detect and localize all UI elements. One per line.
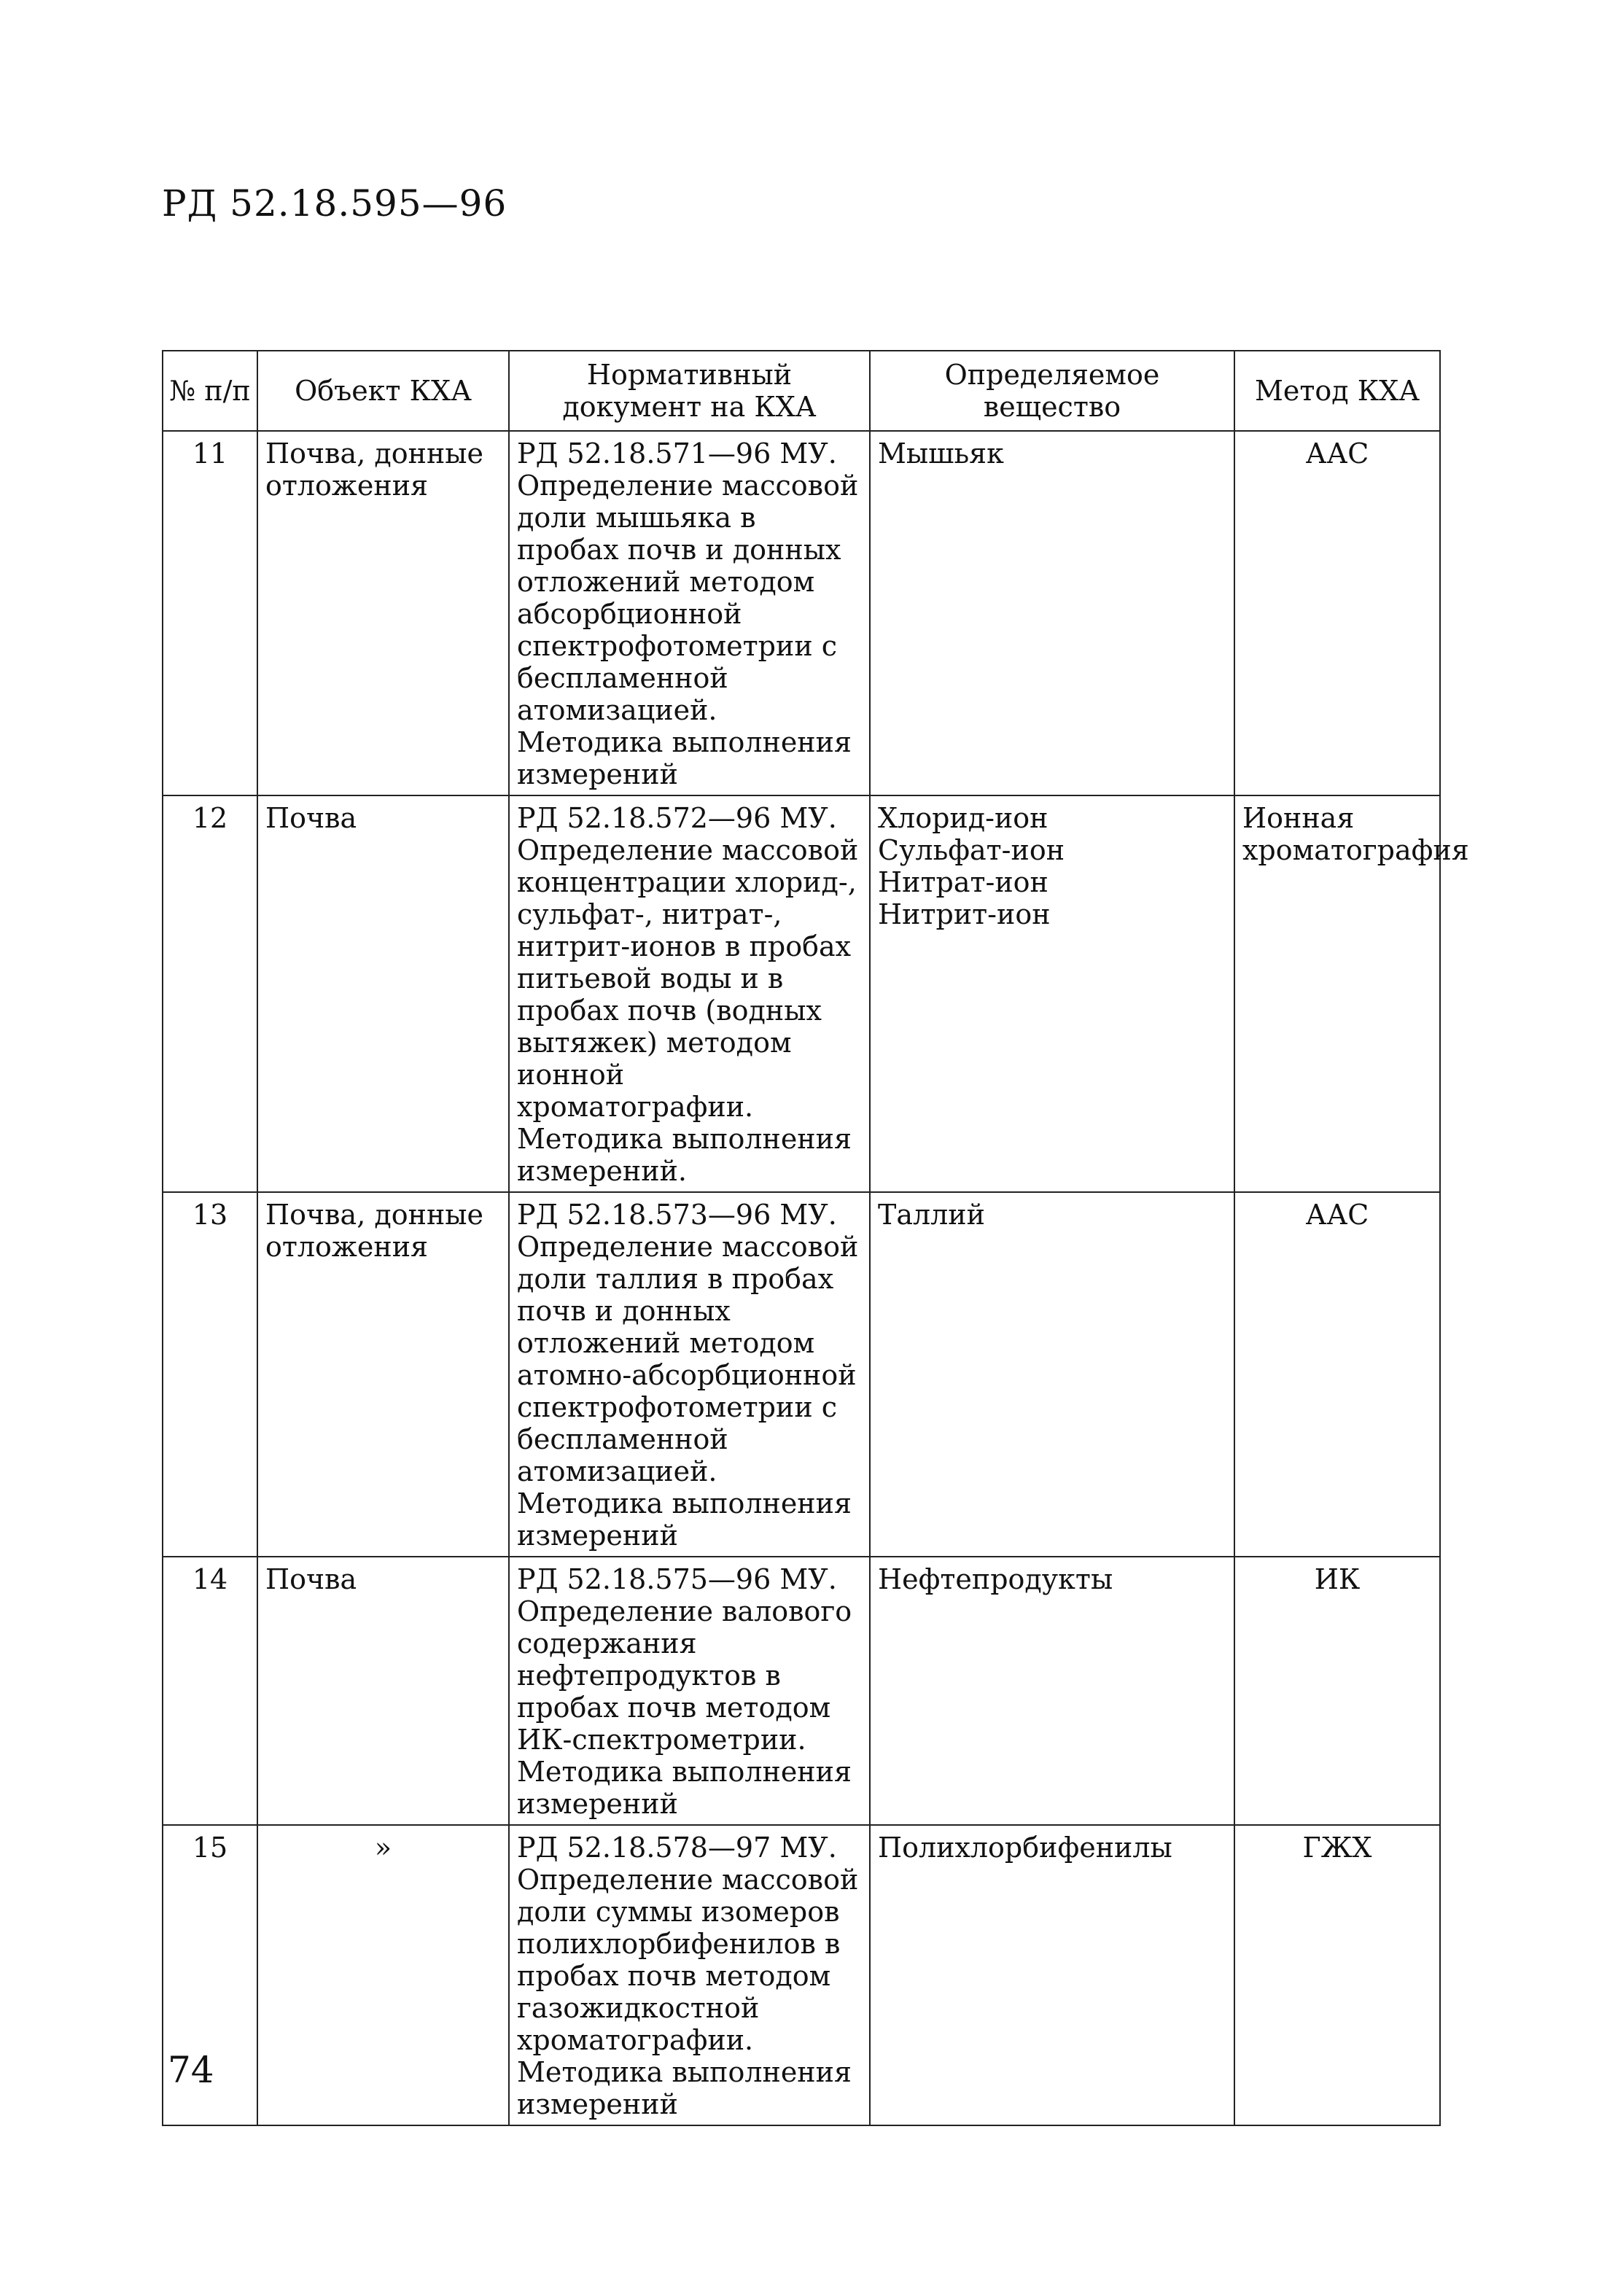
page-number: 74	[168, 2049, 214, 2091]
column-header-substance: Определяемое вещество	[870, 351, 1234, 431]
row-number: 14	[163, 1557, 257, 1825]
row-number: 13	[163, 1192, 257, 1557]
row-document: РД 52.18.571—96 МУ. Определение массовой доли мышьяка в пробах почв и донных отложений методом абсорбционной спектрофотометрии с беспламенной атомизацией. Методика выполнения измерений	[509, 431, 870, 795]
table-row	[163, 1825, 1440, 2125]
row-substance	[870, 1192, 1234, 1557]
row-object: Почва, донные отложения	[257, 431, 509, 795]
row-method: ААС	[1234, 431, 1440, 795]
row-object: »	[257, 1825, 509, 2125]
row-object: Почва	[257, 795, 509, 1192]
substance-item: Нефтепродукты	[878, 1563, 1113, 1595]
column-header-object: Объект КХА	[257, 351, 509, 431]
substance-item: Полихлорбифенилы	[878, 1832, 1172, 1864]
row-document: РД 52.18.578—97 МУ. Определение массовой доли суммы изомеров полихлорбифенилов в пробах почв методом газожидкостной хроматографии. Методика выполнения измерений	[509, 1825, 870, 2125]
row-substance	[870, 1825, 1234, 2125]
substance-item: Нитрит-ион	[878, 898, 1051, 930]
row-document: РД 52.18.572—96 МУ. Определение массовой концентрации хлорид-, сульфат-, нитрат-, нитрит-ионов в пробах питьевой воды и в пробах почв (водных вытяжек) методом ионной хроматографии. Методика выполнения измерений.	[509, 795, 870, 1192]
row-object: Почва	[257, 1557, 509, 1825]
row-document: РД 52.18.573—96 МУ. Определение массовой доли таллия в пробах почв и донных отложений методом атомно-абсорбционной спектрофотометрии с беспламенной атомизацией. Методика выполнения измерений	[509, 1192, 870, 1557]
row-substance	[870, 1557, 1234, 1825]
row-number: 15	[163, 1825, 257, 2125]
column-header-method: Метод КХА	[1234, 351, 1440, 431]
table-row	[163, 1192, 1440, 1557]
row-method: ГЖХ	[1234, 1825, 1440, 2125]
substance-item: Нитрат-ион	[878, 866, 1048, 898]
row-substance	[870, 795, 1234, 1192]
row-number: 11	[163, 431, 257, 795]
column-header-number: № п/п	[163, 351, 257, 431]
table-row	[163, 795, 1440, 1192]
substance-item: Мышьяк	[878, 437, 1004, 470]
row-number: 12	[163, 795, 257, 1192]
row-object: Почва, донные отложения	[257, 1192, 509, 1557]
substance-item: Таллий	[878, 1199, 985, 1231]
table-row	[163, 431, 1440, 795]
row-method: ИК	[1234, 1557, 1440, 1825]
column-header-document: Нормативный документ на КХА	[509, 351, 870, 431]
row-method: ААС	[1234, 1192, 1440, 1557]
row-method: Ионная хроматография	[1234, 795, 1440, 1192]
substance-item: Хлорид-ион	[878, 802, 1048, 834]
kxa-methods-table	[162, 350, 1469, 2126]
table-header-row	[163, 351, 1440, 431]
document-code: РД 52.18.595—96	[162, 182, 507, 225]
row-document: РД 52.18.575—96 МУ. Определение валового содержания нефтепродуктов в пробах почв методом ИК-спектрометрии. Методика выполнения измерений	[509, 1557, 870, 1825]
table-row	[163, 1557, 1440, 1825]
row-substance	[870, 431, 1234, 795]
substance-item: Сульфат-ион	[878, 834, 1065, 866]
